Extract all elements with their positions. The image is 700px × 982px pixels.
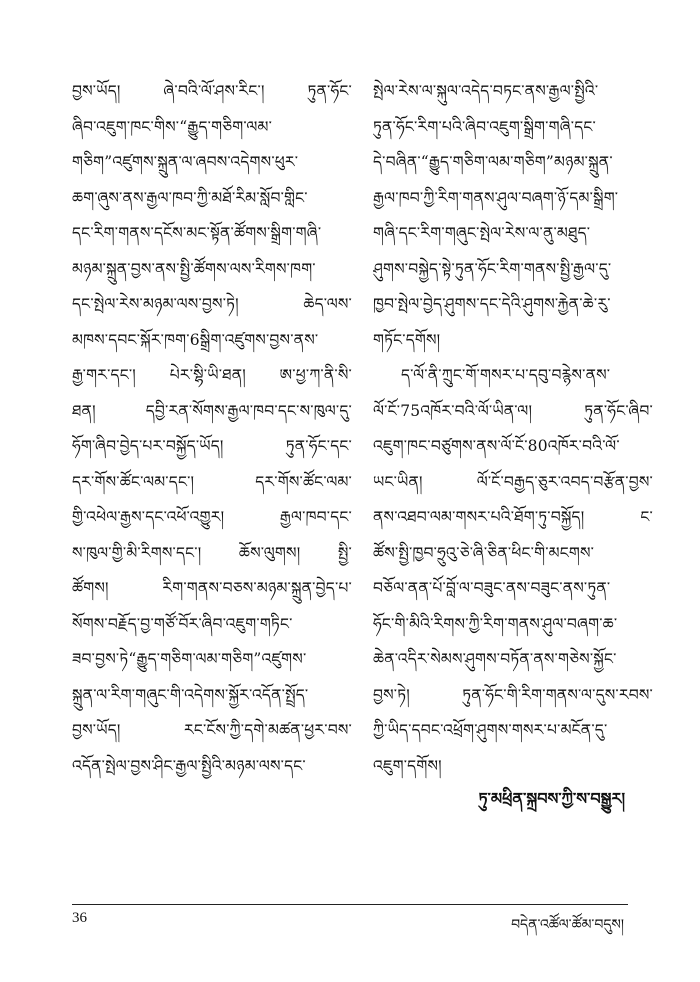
text-line: ས་ཁུལ་གྱི་མི་རིགས་དང་། ཆོས་ལུགས། སྤྱི་ [72,543,352,562]
text-line: ཧོང་གི་མིའི་རིགས་ཀྱི་རིག་གནས་ཤུལ་བཞག་ཆ་ [373,614,618,633]
text-line: འཇུག་ཁང་བཙུགས་ནས་ལོ་ངོ་80འཁོར་བའི་ལོ་ [373,437,620,455]
text-line: གཅིག”འཛུགས་སྐྲུན་ལ་ཞབས་འདེགས་ཕུར་ [72,153,299,171]
text-line: བཅོལ་ནན་པོ་བློ་ལ་བཟུང་ནས་བཟུང་ནས་ཏུན་ [373,579,611,597]
text-line: ཚོས་སྤྱི་ཁྱབ་ཧྲུའུ་ཅེ་ཞི་ཅིན་ཕིང་གི་མངགས་ [373,543,595,562]
text-line: ཁྱབ་སྤེལ་བྱེད་ཤུགས་དང་དེའི་ཤུགས་རྐྱེན་ཆེ་རུ་ [373,295,611,313]
paragraph-end-line: འཇུག་དགོས། [373,756,442,775]
text-line: ཟབ་བྱས་ཏེ“རྒྱུད་གཅིག་ལམ་གཅིག”འཛུགས་ [72,650,307,668]
text-line: ཀྱི་ཡིད་དབང་འཕྲོག་ཤུགས་གསར་པ་མངོན་དུ་ [373,721,608,739]
text-line: ཧོག་ཞིབ་བྱེད་པར་བསྐྱོད་ཡོད། ཏུན་ཧོང་དང་ [72,437,352,455]
footer-divider [72,904,628,905]
text-line: མཉམ་སྐྲུན་བྱས་ནས་སྤྱི་ཚོགས་ལས་རིགས་ཁག་ [72,259,316,278]
text-line: དང་རིག་གནས་དངོས་མང་སྟོན་ཚོགས་སྒྲིག་གཞི་ [72,224,322,242]
text-line: ཏུན་ཧོང་རིག་པའི་ཞིབ་འཇུག་སྒྲིག་གཞི་དང་ [373,117,597,136]
text-line: སྤེལ་རེས་ལ་སྐུལ་འདེད་བཏང་ནས་རྒྱལ་སྤྱིའི་ [373,82,599,100]
text-line: མཁས་དབང་སྐོར་ཁག་6སྒྲིག་འཛུགས་བྱས་ནས་ [72,330,319,349]
text-line: ནས་འཐབ་ལམ་གསར་པའི་ཐོག་ཏུ་བསྐྱོད། ང་ [373,508,653,526]
author-signature: ཏུ་མཕྲིན་སྐྲབས་ཀྱི་ས་བསྒྱུར། [478,789,625,808]
text-line: སོགས་བརྗོད་བྱ་གཙོ་བོར་ཞིབ་འཇུག་གཏིང་ [72,614,293,633]
text-line: ཚོགས། རིག་གནས་བཅས་མཉམ་སྐྲུན་བྱེད་པ་ [72,579,352,597]
text-line: ཤུགས་བསྐྱེད་སྟེ་ཏུན་ཧོང་རིག་གནས་སྤྱི་རྒྱལ་དུ་ [373,259,612,278]
page-number: 36 [72,910,87,926]
text-line: དེ་བཞིན་“རྒྱུད་གཅིག་ལམ་གཅིག”མཉམ་སྐྲུན་ [373,153,613,171]
text-line: བྱས་ཏེ། ཏུན་ཧོང་གི་རིག་གནས་ལ་དུས་རབས་ [373,685,653,704]
text-line: ཞིབ་འཇུག་ཁང་གིས་“རྒྱུད་གཅིག་ལམ་ [72,117,273,136]
text-line: དང་སྤེལ་རེས་མཉམ་ལས་བྱས་ཏེ། ཆེད་ལས་ [72,295,352,313]
text-line: འདོན་སྤེལ་བྱས་ཤིང་རྒྱལ་སྤྱིའི་མཉམ་ལས་དང་ [72,756,306,775]
text-line: གྱི་འཕེལ་རྒྱས་དང་འཕོ་འགྱུར། རྒྱལ་ཁབ་དང་ [72,508,352,526]
text-line: ཆེན་འདིར་སེམས་ཤུགས་བཏོན་ནས་གཅེས་སྐྱོང་ [373,650,617,668]
text-line: ཐན། དབྱི་རན་སོགས་རྒྱལ་ཁབ་དང་ས་ཁུལ་དུ་ [72,401,352,420]
paragraph-start-line: ད་ལོ་ནི་ཀྲུང་གོ་གསར་པ་དབུ་བརྙེས་ནས་ [401,366,611,384]
text-line: དར་གོས་ཚོང་ལམ་དང་། དར་གོས་ཚོང་ལམ་ [72,472,352,491]
left-text-column [72,74,352,784]
right-text-column [373,74,653,784]
text-line: སྐྲུན་ལ་རིག་གཞུང་གི་འདེགས་སྐྱོར་འདོན་སྤྲོད་ [72,685,309,704]
text-line: རྒྱལ་ཁབ་ཀྱི་རིག་གནས་ཤུལ་བཞག་ཉོ་དམ་སྒྲིག་ [373,188,619,207]
text-line: བྱས་ཡོད། ཞེ་བའི་ལོ་ཤས་རིང་། ཏུན་ཧོང་ [72,82,352,100]
text-line: གཞི་དང་རིག་གཞུང་སྤེལ་རེས་ལ་ནུ་མཐུད་ [373,224,591,242]
text-line: རྒྱ་གར་དང་། པེར་སྷི་ཡི་ཐན། ཨ་ཕྱ་ཀ་ནི་སི་ [72,366,352,384]
text-line: ལོ་ངོ་75འཁོར་བའི་ལོ་ཡིན་ལ། ཏུན་ཧོང་ཞིབ་ [373,401,653,420]
running-footer-title: བདེན་འཚོལ་ཚོམ་བདུས། [511,917,624,933]
text-line: བྱས་ཡོད། རང་ངོས་ཀྱི་དགེ་མཚན་ཕྱར་བས་ [72,721,352,739]
paragraph-end-line: གཏོང་དགོས། [373,330,441,349]
text-line: ཆག་ཞུས་ནས་རྒྱལ་ཁབ་ཀྱི་མཐོ་རིམ་སློབ་གླིང་ [72,188,308,207]
text-line: ཡང་ཡིན། ལོ་ངོ་བརྒྱད་ཅུར་འབད་བརྩོན་བྱས་ [373,472,653,491]
